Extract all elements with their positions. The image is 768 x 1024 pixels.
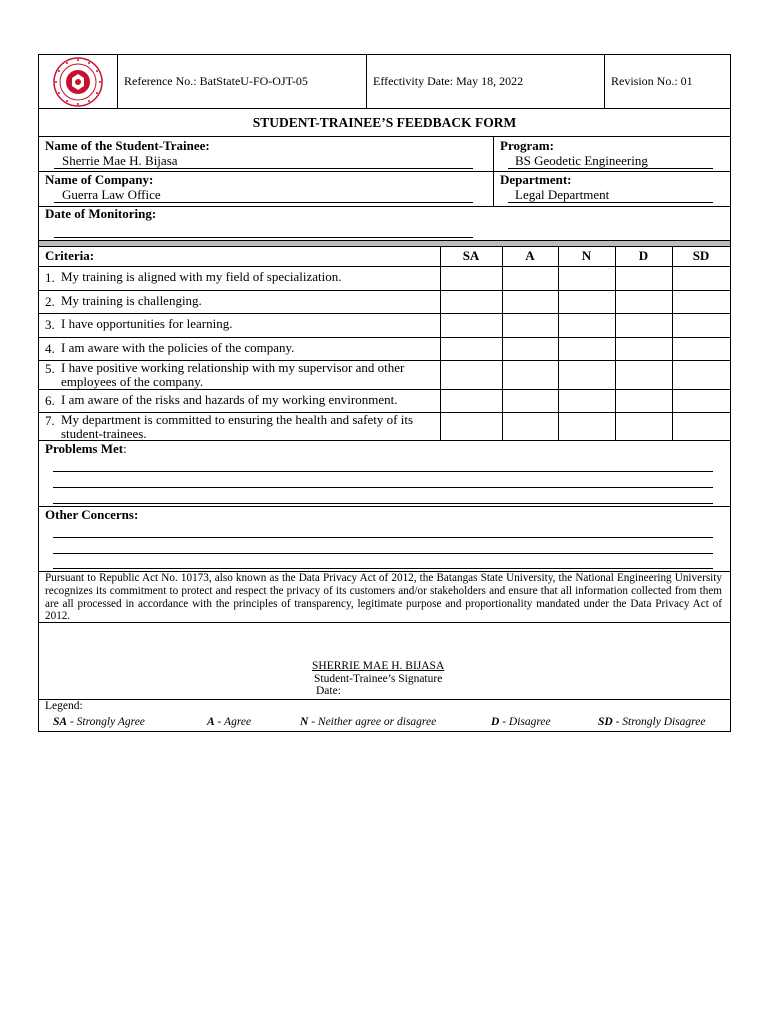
legend-item-sd: SD - Strongly Disagree bbox=[598, 716, 706, 728]
criteria-header: Criteria: bbox=[45, 248, 95, 263]
criteria-number: 1. bbox=[45, 270, 55, 285]
data-privacy-notice: Pursuant to Republic Act No. 10173, also known as the Data Privacy Act of 2012, the Batangas State University, the National Engineering University recognizes its commitment to protect and respect the privacy of its customers and/or stakeholders and ensure that all information collected from them are all processed in accordance with the principles of transparency, legitimate purpose and proportionality mandated under the Data Privacy Act of 2012. bbox=[45, 572, 722, 623]
student-name-value[interactable]: Sherrie Mae H. Bijasa bbox=[62, 153, 178, 168]
criteria-number: 2. bbox=[45, 294, 55, 309]
program-value[interactable]: BS Geodetic Engineering bbox=[515, 153, 648, 168]
problems-line[interactable] bbox=[53, 503, 713, 504]
criteria-row[interactable] bbox=[39, 360, 730, 389]
revision-number: Revision No.: 01 bbox=[611, 74, 693, 88]
criteria-number: 6. bbox=[45, 393, 55, 408]
legend-title: Legend: bbox=[45, 700, 83, 712]
criteria-number: 4. bbox=[45, 341, 55, 356]
department-value[interactable]: Legal Department bbox=[515, 187, 610, 202]
column-sd: SD bbox=[692, 248, 710, 263]
reference-number: Reference No.: BatStateU-FO-OJT-05 bbox=[124, 74, 308, 88]
student-name-label: Name of the Student-Trainee: bbox=[45, 138, 210, 153]
problems-met-label: Problems Met: bbox=[45, 441, 127, 456]
section-divider bbox=[39, 240, 730, 247]
other-concerns-label: Other Concerns: bbox=[45, 507, 139, 522]
legend-item-n: N - Neither agree or disagree bbox=[300, 716, 437, 728]
company-label: Name of Company: bbox=[45, 172, 154, 187]
criteria-row[interactable] bbox=[39, 389, 730, 412]
date-of-monitoring-label: Date of Monitoring: bbox=[45, 206, 157, 221]
department-label: Department: bbox=[500, 172, 572, 187]
criteria-number: 5. bbox=[45, 361, 55, 376]
legend-item-a: A - Agree bbox=[207, 716, 252, 728]
criteria-text: I am aware of the risks and hazards of my working environment. bbox=[61, 392, 398, 407]
concerns-line[interactable] bbox=[53, 568, 713, 569]
company-value[interactable]: Guerra Law Office bbox=[62, 187, 161, 202]
criteria-number: 7. bbox=[45, 413, 55, 428]
criteria-text: I am aware with the policies of the company. bbox=[61, 340, 295, 355]
criteria-row[interactable] bbox=[39, 266, 730, 290]
date-of-monitoring-value[interactable] bbox=[56, 222, 472, 236]
concerns-line[interactable] bbox=[53, 553, 713, 554]
signature-label: Student-Trainee’s Signature bbox=[314, 673, 443, 685]
criteria-row[interactable] bbox=[39, 337, 730, 361]
criteria-row[interactable] bbox=[39, 412, 730, 440]
criteria-number: 3. bbox=[45, 317, 55, 332]
program-label: Program: bbox=[500, 138, 554, 153]
column-n: N bbox=[581, 248, 592, 263]
criteria-text: My training is challenging. bbox=[61, 293, 202, 308]
signature-name: SHERRIE MAE H. BIJASA bbox=[312, 660, 445, 672]
effectivity-date: Effectivity Date: May 18, 2022 bbox=[373, 74, 524, 88]
criteria-text: My department is committed to ensuring the health and safety of its student-trainees. bbox=[61, 412, 414, 441]
criteria-row[interactable] bbox=[39, 313, 730, 337]
criteria-text: I have positive working relationship with my supervisor and other employees of the company. bbox=[61, 360, 405, 389]
signature-date-label: Date: bbox=[316, 685, 341, 697]
legend-item-d: D - Disagree bbox=[491, 716, 551, 728]
problems-line[interactable] bbox=[53, 487, 713, 488]
column-sa: SA bbox=[462, 248, 480, 263]
column-a: A bbox=[525, 248, 535, 263]
concerns-line[interactable] bbox=[53, 537, 713, 538]
criteria-text: My training is aligned with my field of specialization. bbox=[61, 269, 342, 284]
form-title: STUDENT-TRAINEE’S FEEDBACK FORM bbox=[252, 115, 517, 130]
legend-item-sa: SA - Strongly Agree bbox=[53, 716, 145, 728]
problems-line[interactable] bbox=[53, 471, 713, 472]
university-logo bbox=[45, 56, 111, 108]
criteria-text: I have opportunities for learning. bbox=[61, 316, 233, 331]
criteria-row[interactable] bbox=[39, 290, 730, 314]
column-d: D bbox=[638, 248, 649, 263]
